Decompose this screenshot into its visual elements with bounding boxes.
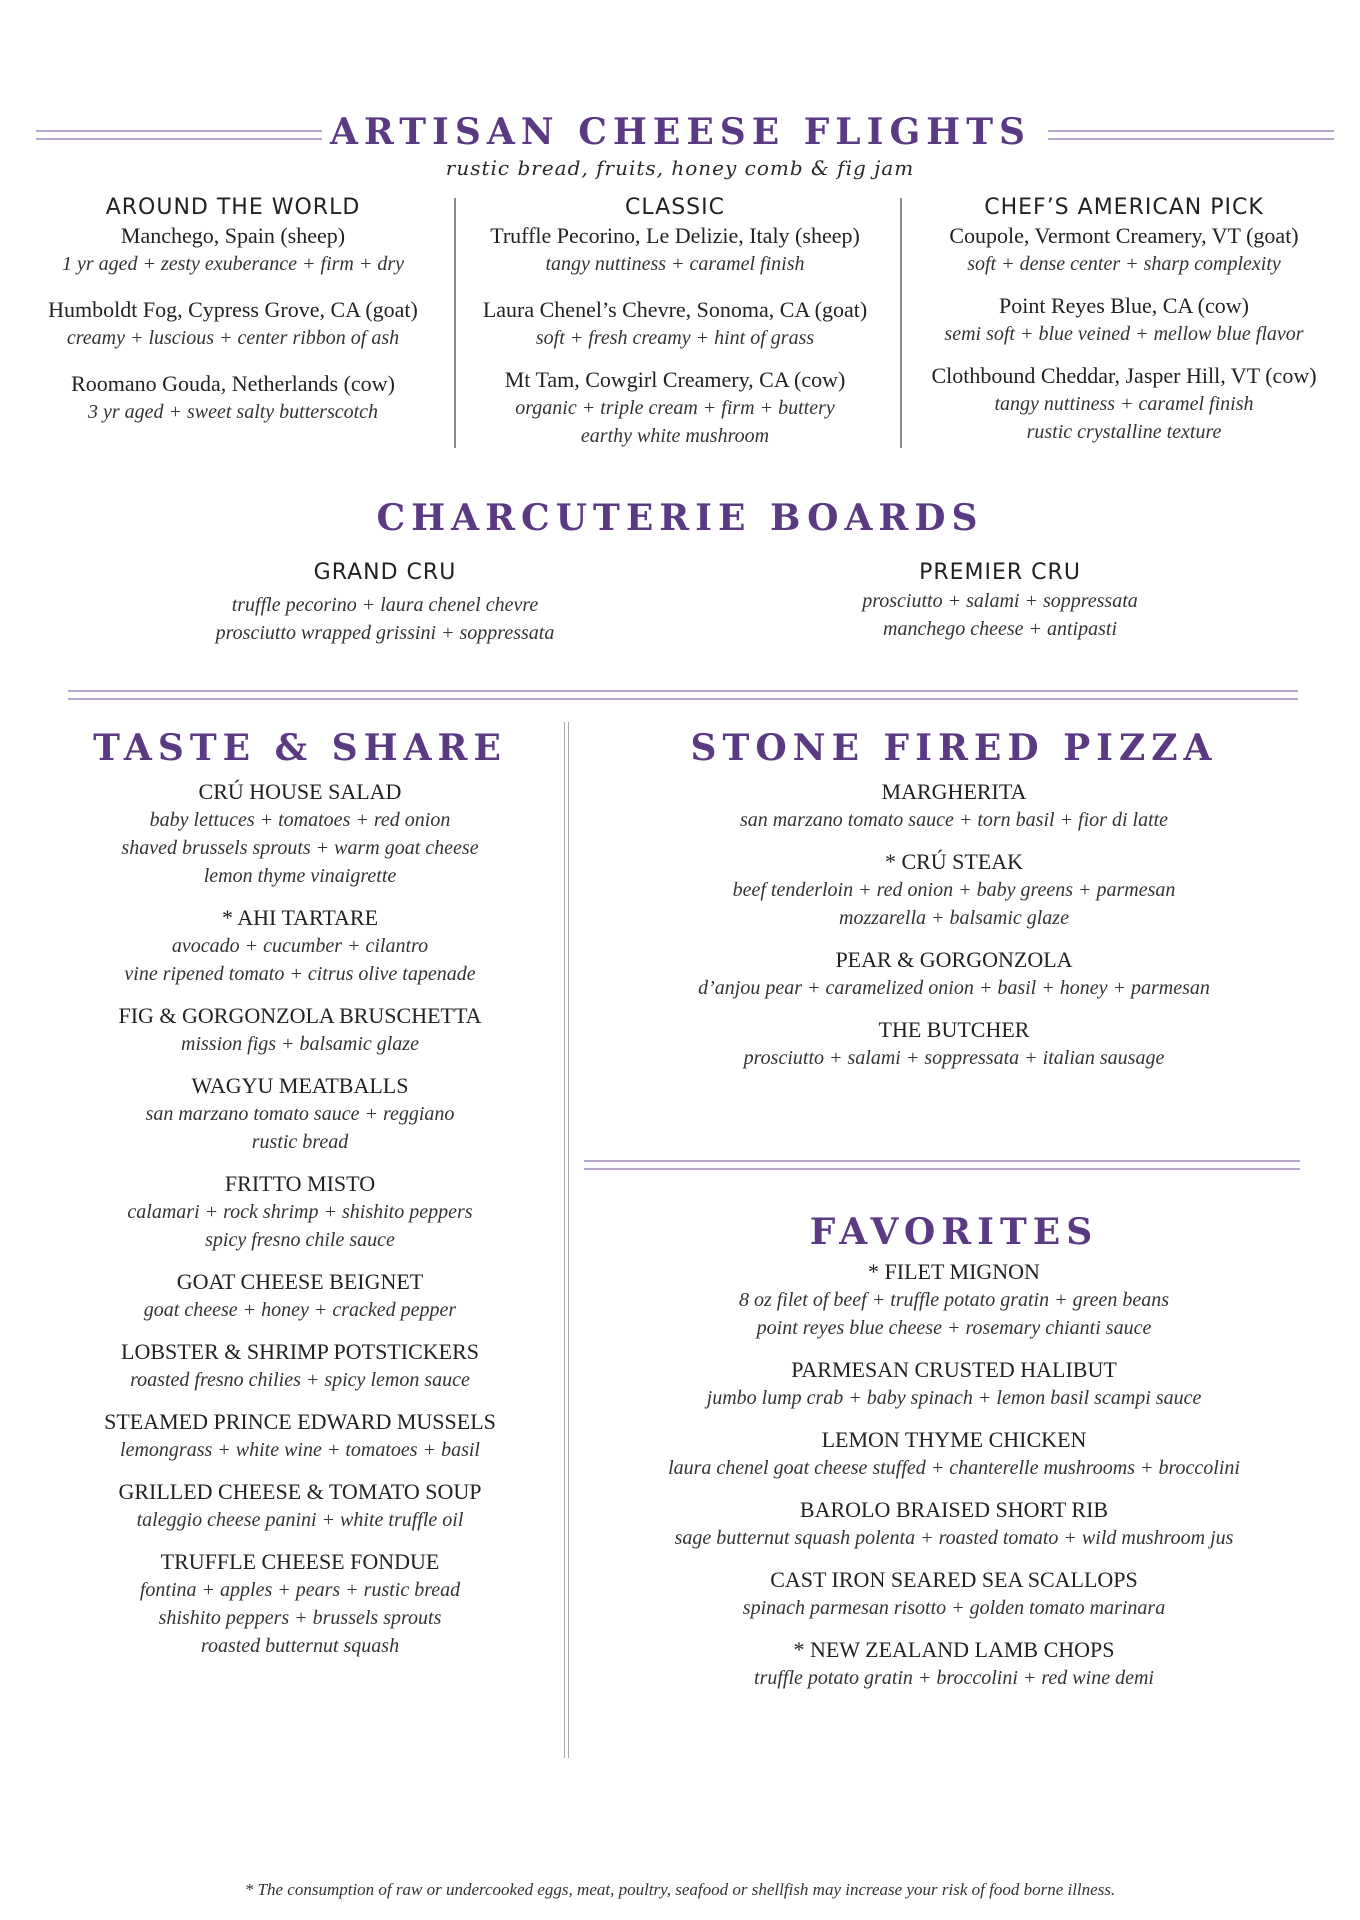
cheese-name: Point Reyes Blue, CA (cow): [999, 293, 1249, 318]
board-desc: truffle pecorino + laura chenel chevre: [231, 594, 539, 616]
item-desc: shishito peppers + brussels sprouts: [158, 1607, 442, 1629]
item-desc: san marzano tomato sauce + torn basil + fior di latte: [739, 809, 1169, 831]
item-name: CAST IRON SEARED SEA SCALLOPS: [770, 1567, 1138, 1592]
board-desc: prosciutto wrapped grissini + soppressata: [215, 622, 555, 644]
item-name: LOBSTER & SHRIMP POTSTICKERS: [121, 1339, 479, 1364]
cheese-title: ARTISAN CHEESE FLIGHTS: [330, 111, 1031, 153]
menu-item: [40, 1548, 560, 1660]
item-name: PARMESAN CRUSTED HALIBUT: [791, 1357, 1117, 1382]
cheese-desc: tangy nuttiness + caramel finish: [994, 393, 1254, 415]
item-desc: roasted fresno chilies + spicy lemon sauce: [130, 1369, 470, 1391]
cheese-desc: semi soft + blue veined + mellow blue flavor: [944, 323, 1304, 345]
menu-item: [584, 1566, 1324, 1622]
menu-item: [40, 1170, 560, 1254]
menu-item: [584, 848, 1324, 932]
cheese-desc: 3 yr aged + sweet salty butterscotch: [87, 401, 379, 423]
item-name: BAROLO BRAISED SHORT RIB: [799, 1497, 1109, 1522]
cheese-item: [20, 370, 446, 426]
cheese-item: [906, 362, 1342, 446]
item-name: * FILET MIGNON: [868, 1259, 1040, 1284]
cheese-name: Truffle Pecorino, Le Delizie, Italy (sheep): [490, 223, 860, 248]
cheese-name: Roomano Gouda, Netherlands (cow): [71, 371, 395, 396]
menu-item: [40, 1072, 560, 1156]
cheese-name: Mt Tam, Cowgirl Creamery, CA (cow): [504, 367, 846, 392]
cheese-desc: soft + fresh creamy + hint of grass: [535, 327, 815, 349]
item-desc: spicy fresno chile sauce: [205, 1229, 395, 1251]
item-name: CRÚ HOUSE SALAD: [198, 779, 402, 804]
cheese-desc: earthy white mushroom: [580, 425, 770, 447]
column-divider: [564, 722, 569, 1758]
board-desc: manchego cheese + antipasti: [883, 618, 1117, 640]
board-grand-cru: [130, 560, 640, 647]
item-desc: mission figs + balsamic glaze: [181, 1033, 419, 1055]
cheese-column-1: [20, 195, 446, 440]
title-rule-left: [36, 130, 322, 140]
cheese-name: Laura Chenel’s Chevre, Sonoma, CA (goat): [482, 297, 868, 322]
cheese-item: [906, 292, 1342, 348]
item-desc: lemon thyme vinaigrette: [203, 865, 397, 887]
cheese-name: Clothbound Cheddar, Jasper Hill, VT (cow): [931, 363, 1317, 388]
item-name: LEMON THYME CHICKEN: [821, 1427, 1087, 1452]
cheese-item: [906, 222, 1342, 278]
item-name: THE BUTCHER: [878, 1017, 1030, 1042]
cheese-item: [20, 222, 446, 278]
item-name: PEAR & GORGONZOLA: [835, 947, 1073, 972]
menu-item: [584, 946, 1324, 1002]
menu-item: [584, 1016, 1324, 1072]
menu-item: [584, 1496, 1324, 1552]
item-desc: jumbo lump crab + baby spinach + lemon basil scampi sauce: [706, 1387, 1202, 1409]
item-desc: san marzano tomato sauce + reggiano: [145, 1103, 455, 1125]
cheese-desc: organic + triple cream + firm + buttery: [515, 397, 835, 419]
cheese-desc: soft + dense center + sharp complexity: [967, 253, 1281, 275]
item-desc: d’anjou pear + caramelized onion + basil + honey + parmesan: [698, 977, 1210, 999]
board-name: GRAND CRU: [313, 560, 457, 585]
item-name: GOAT CHEESE BEIGNET: [176, 1269, 424, 1294]
column-divider: [900, 198, 902, 448]
cheese-name: Coupole, Vermont Creamery, VT (goat): [949, 223, 1299, 248]
taste-share-title: TASTE & SHARE: [93, 727, 507, 769]
item-desc: calamari + rock shrimp + shishito peppers: [127, 1201, 473, 1223]
favorites-section: [584, 1212, 1324, 1706]
menu-item: [40, 778, 560, 890]
footnote: * The consumption of raw or undercooked eggs, meat, poultry, seafood or shellfish may increase your risk of food borne illness.: [244, 1880, 1116, 1899]
item-desc: taleggio cheese panini + white truffle oil: [136, 1509, 464, 1531]
menu-item: [584, 1426, 1324, 1482]
menu-item: [584, 1258, 1324, 1342]
item-desc: 8 oz filet of beef + truffle potato gratin + green beans: [738, 1289, 1170, 1311]
item-name: GRILLED CHEESE & TOMATO SOUP: [118, 1479, 482, 1504]
board-premier-cru: [745, 560, 1255, 643]
item-desc: laura chenel goat cheese stuffed + chanterelle mushrooms + broccolini: [668, 1457, 1240, 1479]
menu-item: [40, 1408, 560, 1464]
cheese-column-2: [460, 195, 890, 464]
item-name: WAGYU MEATBALLS: [191, 1073, 409, 1098]
cheese-item: [20, 296, 446, 352]
item-desc: prosciutto + salami + soppressata + italian sausage: [743, 1047, 1165, 1069]
cheese-subtitle: rustic bread, fruits, honey comb & fig jam: [445, 156, 915, 180]
pizza-section: [584, 728, 1324, 1086]
menu-item: [40, 1338, 560, 1394]
item-name: TRUFFLE CHEESE FONDUE: [160, 1549, 440, 1574]
section-divider: [68, 690, 1298, 700]
column-heading: CHEF’S AMERICAN PICK: [984, 195, 1264, 220]
menu-item: [584, 1356, 1324, 1412]
menu-item: [40, 904, 560, 988]
cheese-item: [460, 222, 890, 278]
item-desc: avocado + cucumber + cilantro: [171, 935, 429, 957]
item-name: FIG & GORGONZOLA BRUSCHETTA: [118, 1003, 482, 1028]
item-desc: baby lettuces + tomatoes + red onion: [149, 809, 451, 831]
board-desc: prosciutto + salami + soppressata: [862, 590, 1138, 612]
item-desc: vine ripened tomato + citrus olive tapenade: [124, 963, 476, 985]
column-divider: [454, 198, 456, 448]
title-rule-right: [1048, 130, 1334, 140]
item-name: FRITTO MISTO: [224, 1171, 376, 1196]
item-name: * CRÚ STEAK: [884, 849, 1024, 874]
cheese-item: [460, 366, 890, 450]
item-desc: shaved brussels sprouts + warm goat cheese: [121, 837, 479, 859]
item-desc: beef tenderloin + red onion + baby greens + parmesan: [732, 879, 1176, 901]
item-desc: point reyes blue cheese + rosemary chianti sauce: [756, 1317, 1152, 1339]
item-desc: mozzarella + balsamic glaze: [839, 907, 1069, 929]
pizza-title: STONE FIRED PIZZA: [690, 727, 1218, 769]
cheese-desc: rustic crystalline texture: [1026, 421, 1222, 443]
charcuterie-title: CHARCUTERIE BOARDS: [376, 497, 984, 539]
item-name: MARGHERITA: [881, 779, 1027, 804]
item-desc: truffle potato gratin + broccolini + red wine demi: [754, 1667, 1154, 1689]
menu-item: [40, 1268, 560, 1324]
item-name: * AHI TARTARE: [221, 905, 379, 930]
board-name: PREMIER CRU: [919, 560, 1081, 585]
taste-share-section: [40, 728, 560, 1674]
menu-item: [40, 1002, 560, 1058]
cheese-desc: tangy nuttiness + caramel finish: [545, 253, 805, 275]
cheese-name: Manchego, Spain (sheep): [120, 223, 346, 248]
cheese-column-3: [906, 195, 1342, 460]
menu-item: [40, 1478, 560, 1534]
cheese-name: Humboldt Fog, Cypress Grove, CA (goat): [48, 297, 418, 322]
column-heading: AROUND THE WORLD: [105, 195, 361, 220]
item-desc: roasted butternut squash: [200, 1635, 400, 1657]
column-heading: CLASSIC: [625, 195, 725, 220]
item-desc: sage butternut squash polenta + roasted tomato + wild mushroom jus: [674, 1527, 1234, 1549]
item-desc: fontina + apples + pears + rustic bread: [139, 1579, 461, 1601]
item-name: * NEW ZEALAND LAMB CHOPS: [793, 1637, 1115, 1662]
item-desc: lemongrass + white wine + tomatoes + basil: [120, 1439, 480, 1461]
cheese-item: [460, 296, 890, 352]
item-name: STEAMED PRINCE EDWARD MUSSELS: [104, 1409, 496, 1434]
menu-item: [584, 778, 1324, 834]
section-divider: [584, 1160, 1300, 1170]
cheese-desc: creamy + luscious + center ribbon of ash: [66, 327, 400, 349]
cheese-desc: 1 yr aged + zesty exuberance + firm + dry: [61, 253, 405, 275]
item-desc: goat cheese + honey + cracked pepper: [143, 1299, 457, 1321]
favorites-title: FAVORITES: [809, 1211, 1099, 1253]
item-desc: rustic bread: [251, 1131, 349, 1153]
menu-item: [584, 1636, 1324, 1692]
item-desc: spinach parmesan risotto + golden tomato marinara: [742, 1597, 1166, 1619]
